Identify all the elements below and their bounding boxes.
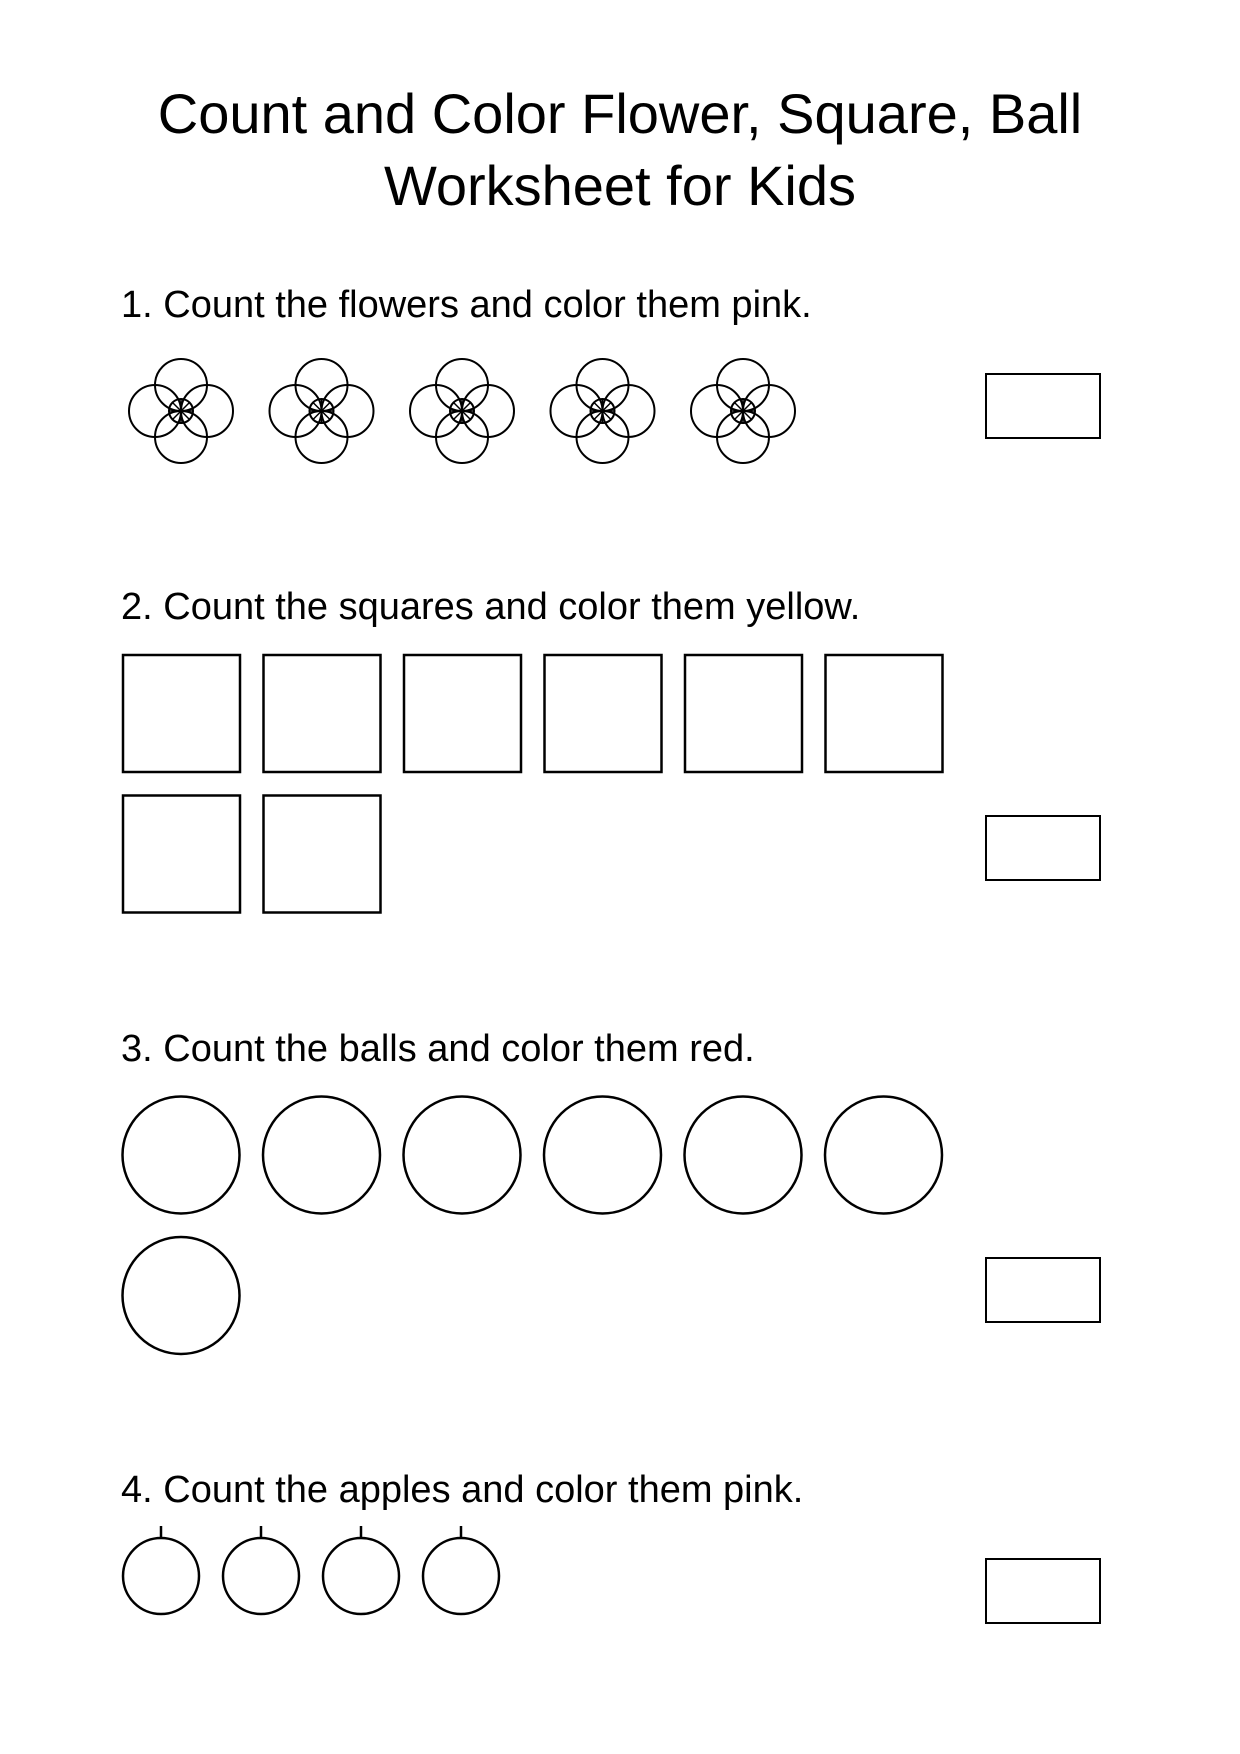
flower-icon[interactable] <box>551 359 655 463</box>
apple-icon[interactable] <box>123 1526 199 1614</box>
question-2-instruction: 2. Count the squares and color them yellow. <box>121 586 861 628</box>
question-1-instruction: 1. Count the flowers and color them pink. <box>121 284 812 326</box>
ball-icon[interactable] <box>825 1097 942 1214</box>
flower-icon[interactable] <box>691 359 795 463</box>
ball-icon[interactable] <box>685 1097 802 1214</box>
apple-icon[interactable] <box>423 1526 499 1614</box>
square-icon[interactable] <box>123 796 240 913</box>
flower-icon[interactable] <box>129 359 233 463</box>
flower-icon[interactable] <box>270 359 374 463</box>
square-icon[interactable] <box>404 655 521 772</box>
square-icon[interactable] <box>264 796 381 913</box>
square-icon[interactable] <box>826 655 943 772</box>
apple-icon[interactable] <box>323 1526 399 1614</box>
apple-icon[interactable] <box>223 1526 299 1614</box>
ball-icon[interactable] <box>123 1097 240 1214</box>
title-line-2: Worksheet for Kids <box>383 154 857 217</box>
flower-icon[interactable] <box>410 359 514 463</box>
square-icon[interactable] <box>264 655 381 772</box>
square-icon[interactable] <box>545 655 662 772</box>
square-icon[interactable] <box>685 655 802 772</box>
question-4-instruction: 4. Count the apples and color them pink. <box>121 1469 804 1511</box>
ball-icon[interactable] <box>544 1097 661 1214</box>
ball-icon[interactable] <box>263 1097 380 1214</box>
ball-icon[interactable] <box>123 1237 240 1354</box>
square-icon[interactable] <box>123 655 240 772</box>
question-3-instruction: 3. Count the balls and color them red. <box>121 1028 755 1070</box>
title-line-1: Count and Color Flower, Square, Ball <box>157 82 1083 145</box>
ball-icon[interactable] <box>404 1097 521 1214</box>
